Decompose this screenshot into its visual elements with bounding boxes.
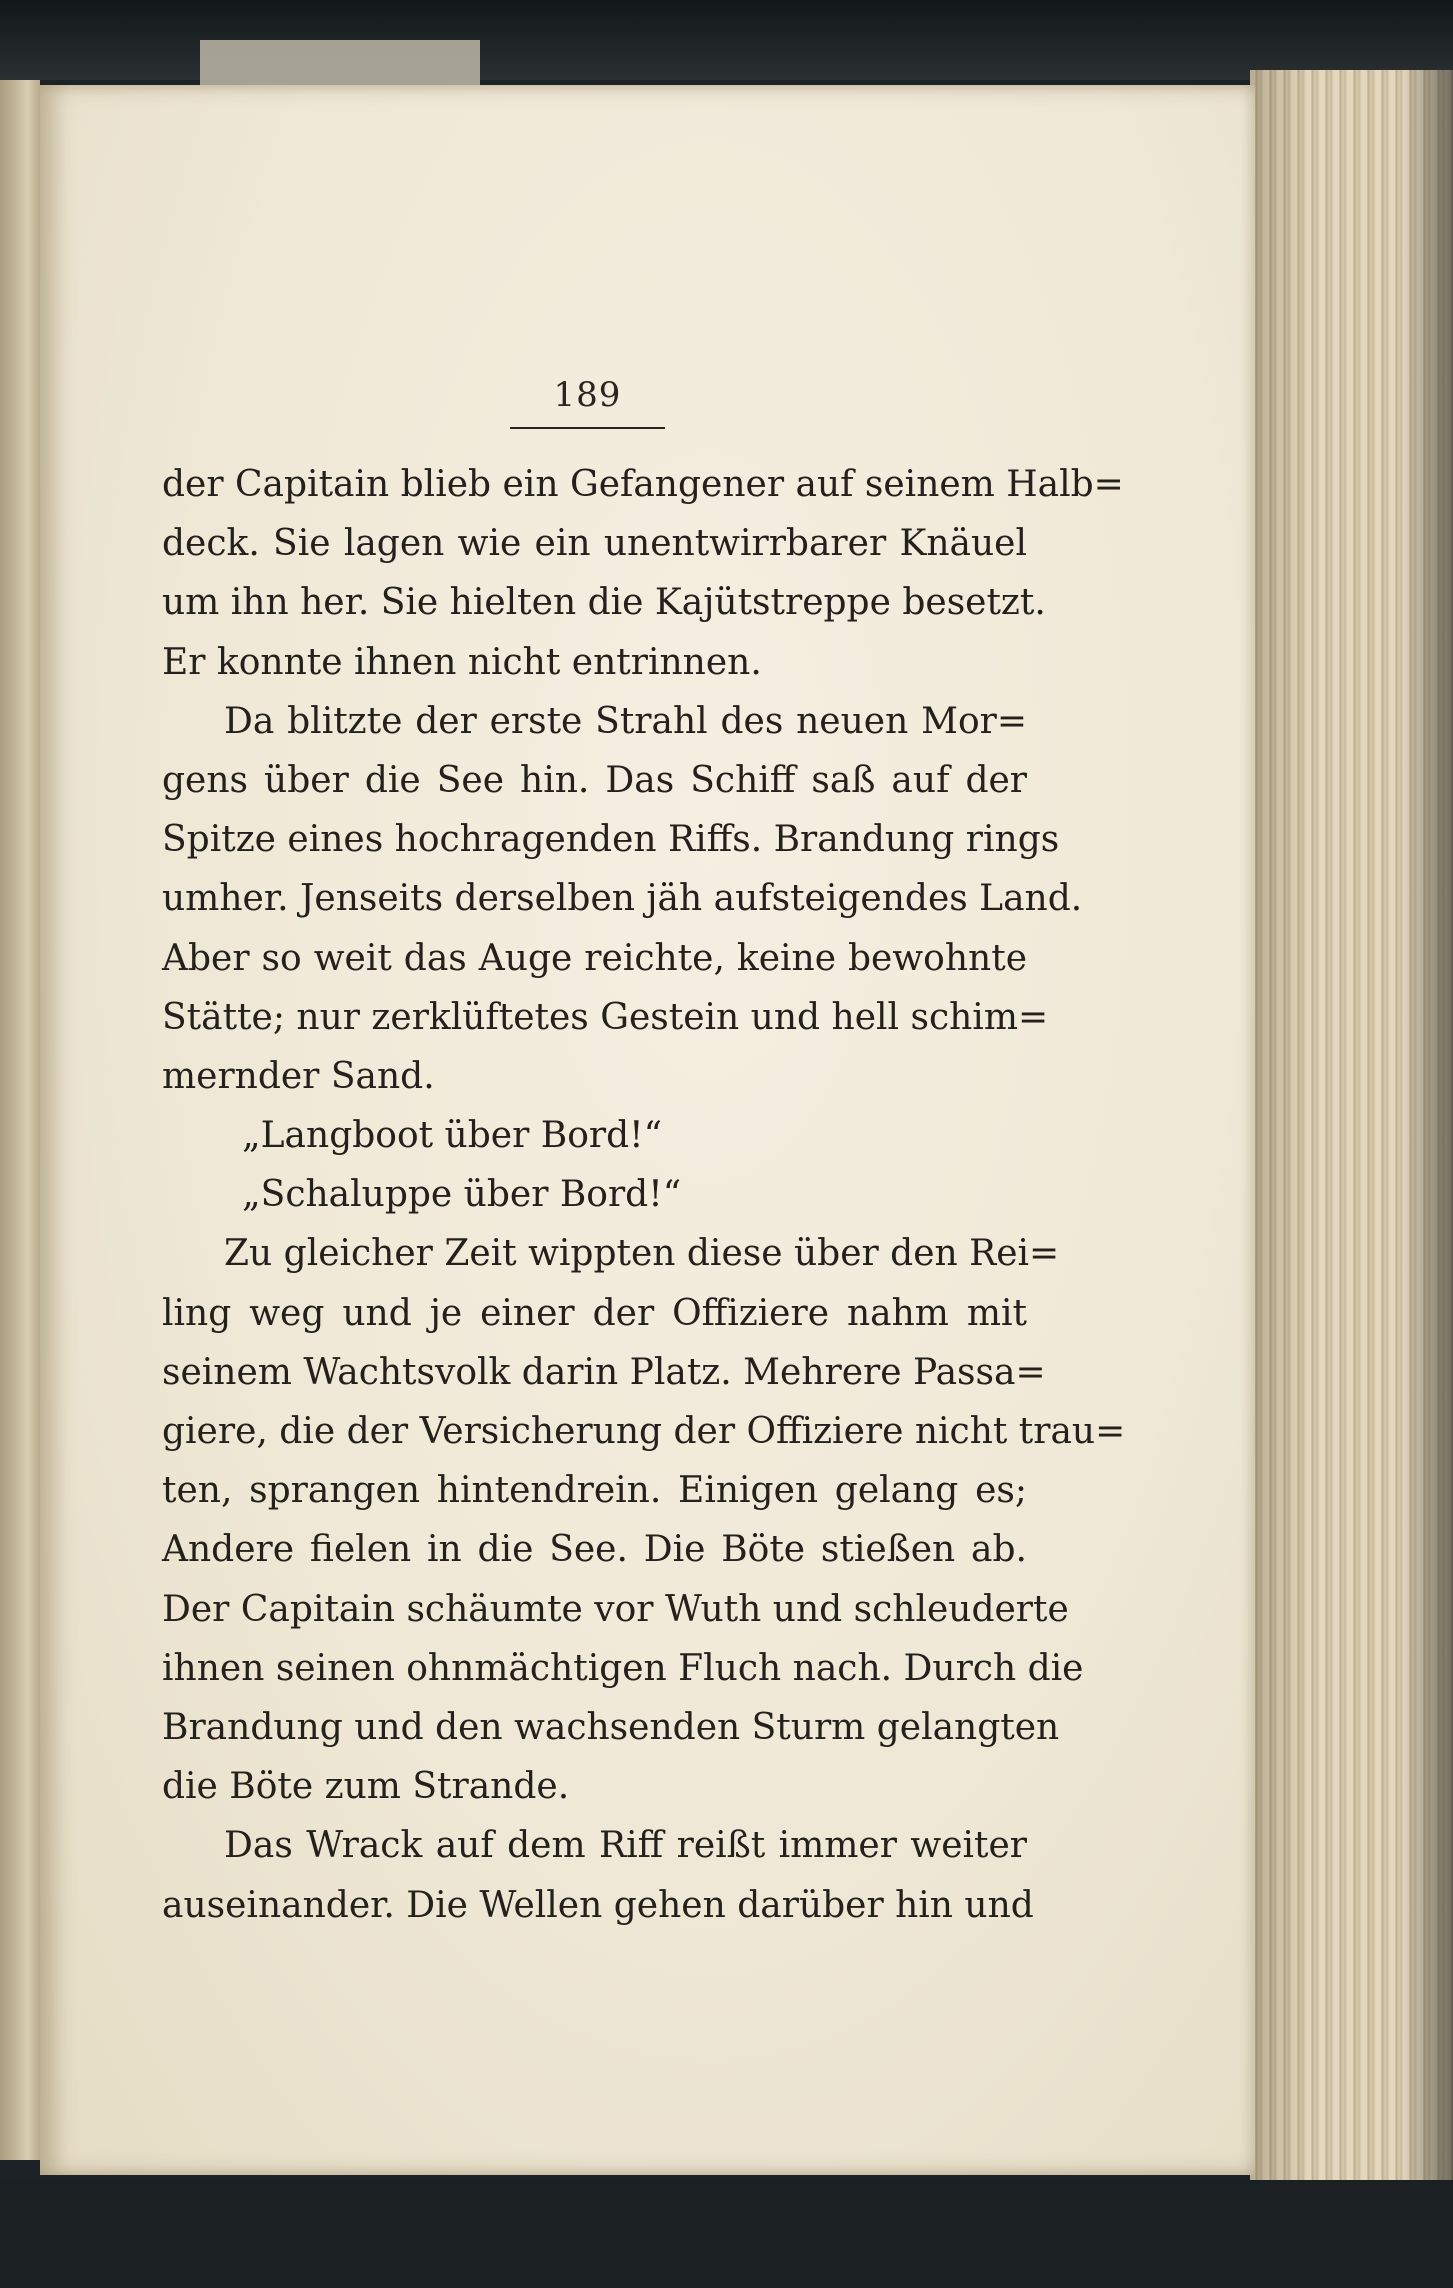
text-line: Zu gleicher Zeit wippten diese über den Rei= <box>224 1233 1060 1275</box>
body-text <box>162 455 1126 1935</box>
text-line: giere, die der Versicherung der Offiziere nicht trau= <box>162 1411 1126 1452</box>
text-line: ihnen seinen ohnmächtigen Fluch nach. Durch die <box>162 1647 1084 1689</box>
text-line: Brandung und den wachsenden Sturm gelangten <box>162 1706 1060 1748</box>
text-line: „Schaluppe über Bord!“ <box>242 1174 682 1216</box>
text-line: seinem Wachtsvolk darin Platz. Mehrere Passa= <box>162 1351 1046 1393</box>
book-cover-bottom <box>0 2180 1453 2288</box>
book-page <box>40 85 1255 2175</box>
text-line: Er konnte ihnen nicht entrinnen. <box>162 641 762 683</box>
text-line: umher. Jenseits derselben jäh aufsteigendes Land. <box>162 878 1083 920</box>
previous-page-edge <box>0 80 40 2160</box>
text-line: gens über die See hin. Das Schiff saß auf der <box>162 759 1027 801</box>
page-stack-shade <box>1250 70 1453 2180</box>
text-line: ten, sprangen hintendrein. Einigen gelang es; <box>162 1470 1027 1512</box>
text-line: Das Wrack auf dem Riff reißt immer weiter <box>224 1825 1027 1867</box>
text-line: auseinander. Die Wellen gehen darüber hin und <box>162 1884 1034 1926</box>
text-line: Der Capitain schäumte vor Wuth und schleuderte <box>162 1588 1069 1630</box>
text-line: Da blitzte der erste Strahl des neuen Mor= <box>224 700 1027 742</box>
page-number: 189 <box>553 375 622 415</box>
text-line: um ihn her. Sie hielten die Kajütstreppe besetzt. <box>162 582 1046 624</box>
page-number-rule <box>510 427 665 429</box>
text-line: deck. Sie lagen wie ein unentwirrbarer Knäuel <box>162 523 1027 565</box>
text-line: Andere fielen in die See. Die Böte stießen ab. <box>162 1529 1027 1571</box>
cover-cloth-strip <box>200 40 480 90</box>
text-line: Aber so weit das Auge reichte, keine bewohnte <box>162 937 1027 979</box>
text-line: der Capitain blieb ein Gefangener auf seinem Halb= <box>162 464 1124 505</box>
text-line: die Böte zum Strande. <box>162 1766 570 1808</box>
text-line: Stätte; nur zerklüftetes Gestein und hell schim= <box>162 996 1049 1038</box>
text-line: mernder Sand. <box>162 1055 435 1097</box>
text-line: „Langboot über Bord!“ <box>242 1115 662 1157</box>
text-line: ling weg und je einer der Offiziere nahm mit <box>162 1292 1027 1334</box>
text-line: Spitze eines hochragenden Riffs. Brandung rings <box>162 819 1060 861</box>
